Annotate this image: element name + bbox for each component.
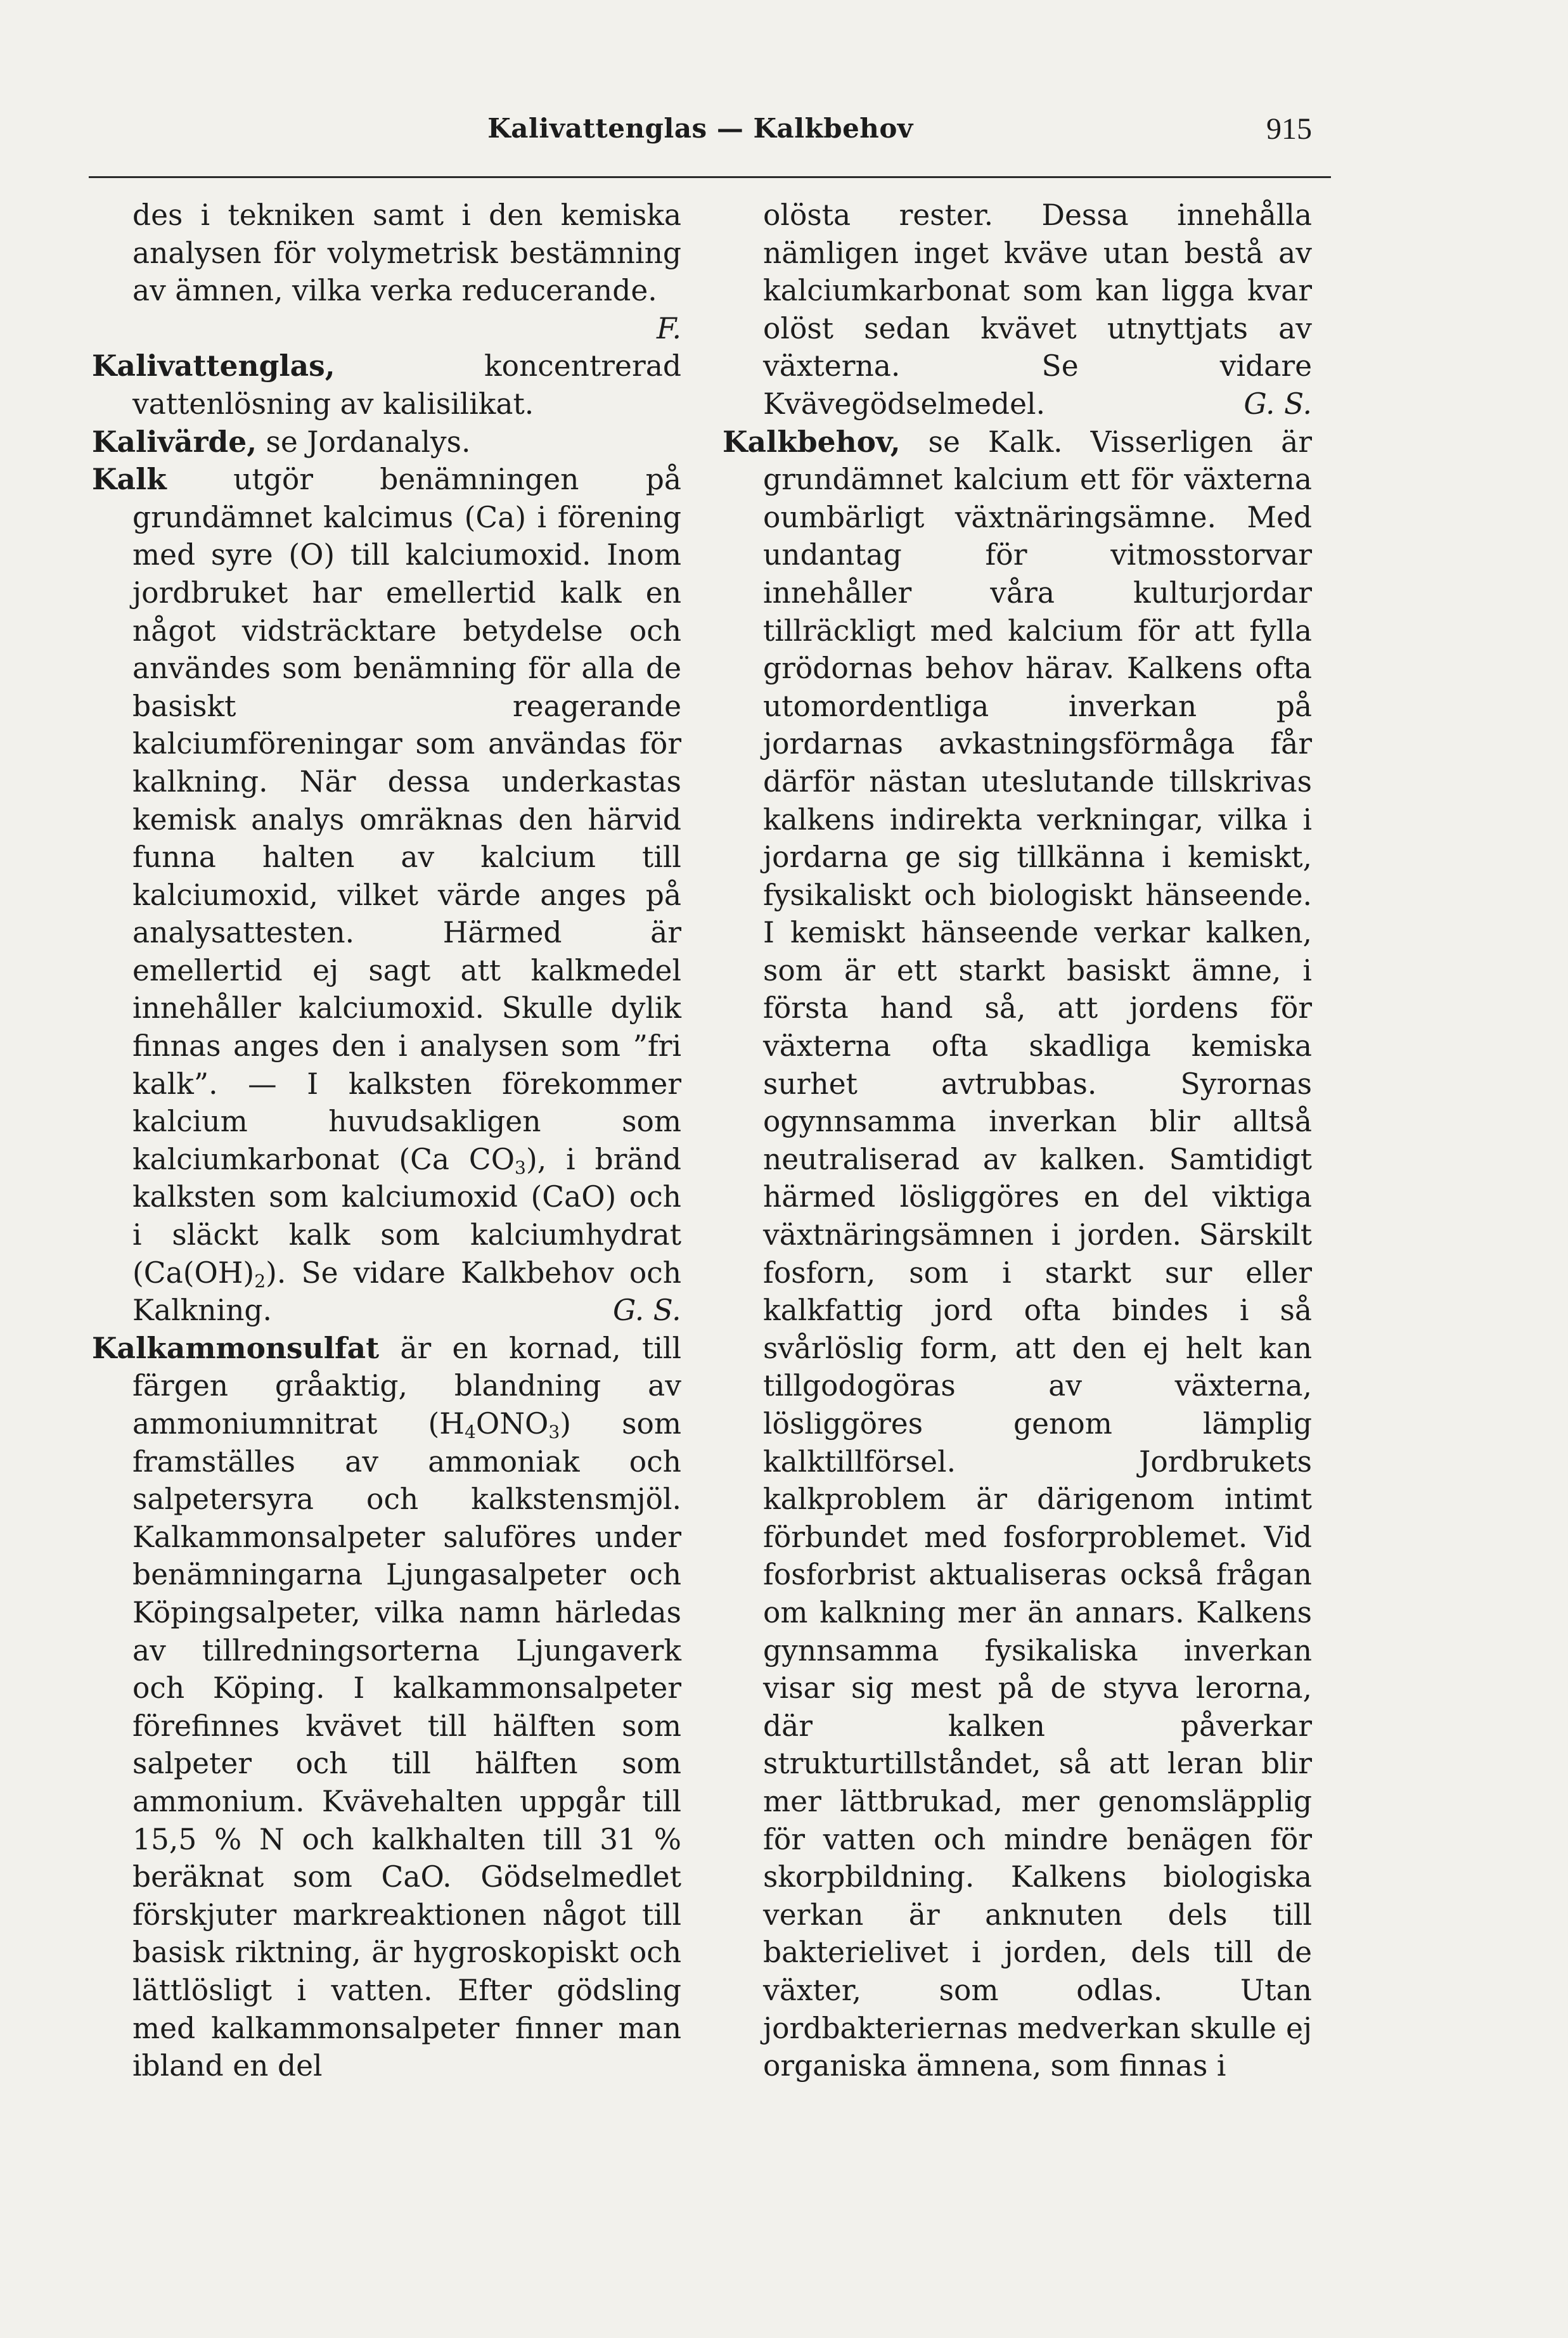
- entry-continuation: [723, 196, 1312, 423]
- entry-text: se Jordanalys.: [257, 425, 471, 459]
- header-rule: [89, 176, 1331, 178]
- entry-headword: Kalivattenglas,: [92, 349, 335, 383]
- author-signature: G. S.: [1243, 387, 1312, 421]
- entry-text: utgör benämningen på grundämnet kalcimus (Ca) i förening med syre (O) till kalciumoxid. Inom jordbruket har emellertid kalk en något vidsträcktare betydelse och användes som benämning för alla de basiskt reagerande kalciumföreningar som användas för kalkning. När dessa underkastas kemisk analys omräknas den härvid funna halten av kalcium till kalciumoxid, vilket värde anges på analysattesten. Härmed är emellertid ej sagt att kalkmedel innehåller kalciumoxid. Skulle dylik finnas anges den i analysen som ”fri kalk”. — I kalksten förekommer kalcium huvudsakligen som kalciumkarbonat (Ca CO: [132, 463, 681, 1176]
- entry-text: des i tekniken samt i den kemiska analysen för volymetrisk bestämning av ämnen, vilka verka reducerande.: [132, 198, 681, 308]
- running-title: Kalivattenglas — Kalkbehov: [487, 113, 913, 144]
- running-header: [89, 106, 1312, 164]
- entry-text: olösta rester. Dessa innehålla nämligen inget kväve utan bestå av kalciumkarbonat som kan ligga kvar olöst sedan kvävet utnyttjats av växterna. Se vidare Kvävegödselmedel.: [763, 198, 1312, 421]
- entry-headword: Kalivärde,: [92, 424, 257, 459]
- entry-continuation: [92, 196, 681, 345]
- subscript: 2: [254, 1270, 266, 1292]
- page-number: 915: [1266, 112, 1312, 146]
- entry-headword: Kalkbehov,: [723, 424, 901, 459]
- subscript: 3: [548, 1422, 560, 1443]
- entry-text: se Kalk. Visserligen är grundämnet kalcium ett för växterna oumbärligt växtnäringsämne. Med undantag för vitmosstorvar innehåller våra kulturjordar tillräckligt med kalcium för att fylla grödornas behov härav. Kalkens ofta utomordentliga inverkan på jordarnas avkastningsförmåga får därför nästan uteslutande tillskrivas kalkens indirekta verkningar, vilka i jordarna ge sig tillkänna i kemiskt, fysikaliskt och biologiskt hänseende. I kemiskt hänseende verkar kalken, som är ett starkt basiskt ämne, i första hand så, att jordens för växterna ofta skadliga kemiska surhet avtrubbas. Syrornas ogynnsamma inverkan blir alltså neutraliserad av kalken. Samtidigt härmed lösliggöres en del viktiga växtnäringsämnen i jorden. Särskilt fosforn, som i starkt sur eller kalkfattig jord ofta bindes i så svårlöslig form, att den ej helt kan tillgodogöras av växterna, lösliggöres genom lämplig kalktillförsel. Jordbrukets kalkproblem är därigenom intimt förbundet med fosforproblemet. Vid fosforbrist aktualiseras också frågan om kalkning mer än annars. Kalkens gynnsamma fysikaliska inverkan visar sig mest på de styva lerorna, där kalken påverkar strukturtillståndet, så att leran blir mer lättbrukad, mer genomsläpplig för vatten och mindre benägen för skorpbildning. Kalkens biologiska verkan är anknuten dels till bakterielivet i jorden, dels till de växter, som odlas. Utan jordbakteriernas medverkan skulle ej organiska ämnena, som finnas i: [763, 425, 1312, 2083]
- entry-text: ). Se vidare Kalkbehov och Kalkning.: [132, 1256, 681, 1328]
- entry-text: ONO: [475, 1407, 549, 1441]
- entry-kalivattenglas: [92, 347, 681, 423]
- entry-headword: Kalk: [92, 462, 167, 497]
- entry-text: ), i bränd kalksten som kalciumoxid (CaO) och i släckt kalk som kalciumhydrat (Ca(OH): [132, 1142, 681, 1290]
- subscript: 3: [515, 1157, 526, 1178]
- author-signature: G. S.: [612, 1294, 681, 1328]
- entry-headword: Kalkammonsulfat: [92, 1330, 380, 1365]
- entry-kalivarde: [92, 423, 681, 461]
- right-column: [723, 196, 1312, 2085]
- entry-text: koncentrerad vattenlösning av kalisilikat.: [132, 349, 681, 421]
- subscript: 4: [464, 1422, 476, 1443]
- entry-kalk: [92, 461, 681, 1330]
- entry-text: ) som framställes av ammoniak och salpetersyra och kalkstensmjöl. Kalkammonsalpeter saluföres under benämningarna Ljungasalpeter och Köpingsalpeter, vilka namn härledas av tillredningsorterna Ljungaverk och Köping. I kalkammonsalpeter förefinnes kvävet till hälften som salpeter och till hälften som ammonium. Kvävehalten uppgår till 15,5 % N och kalkhalten till 31 % beräknat som CaO. Gödselmedlet förskjuter markreaktionen något till basisk riktning, är hygroskopiskt och lättlösligt i vatten. Efter gödsling med kalkammonsalpeter finner man ibland en del: [132, 1407, 681, 2083]
- entry-kalkbehov: [723, 423, 1312, 2085]
- entry-text: är en kornad, till färgen gråaktig, blandning av ammoniumnitrat (H: [132, 1331, 681, 1441]
- left-column: [92, 196, 681, 2085]
- entry-kalkammonsulfat: [92, 1330, 681, 2085]
- author-signature: F.: [657, 311, 681, 345]
